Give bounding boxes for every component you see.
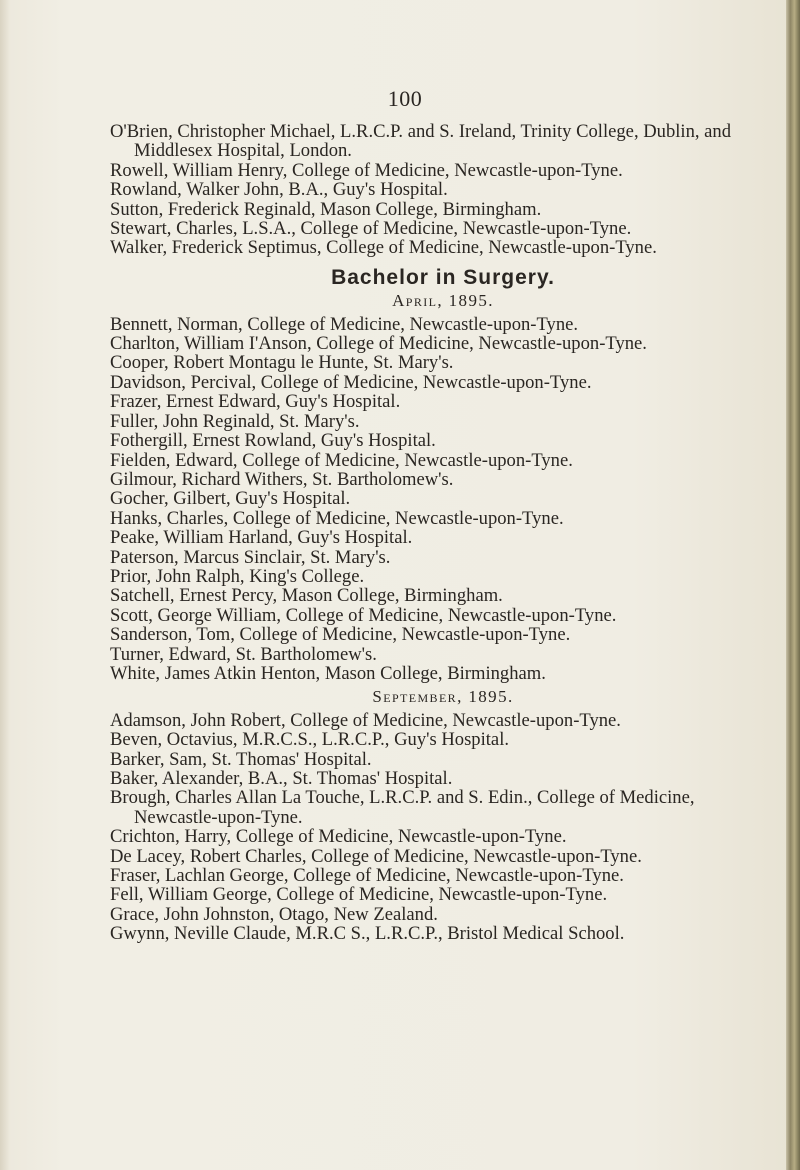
list-entry: Bennett, Norman, College of Medicine, Newcastle-upon-Tyne. — [110, 313, 579, 335]
list-entry: Frazer, Ernest Edward, Guy's Hospital. — [110, 391, 401, 413]
list-entry: O'Brien, Christopher Michael, L.R.C.P. and S. Ireland, Trinity College, Dublin, and Middlesex Hospital, London. — [110, 121, 732, 162]
list-entry: Paterson, Marcus Sinclair, St. Mary's. — [110, 546, 391, 568]
list-entry: Brough, Charles Allan La Touche, L.R.C.P. and S. Edin., College of Medicine, Newcastle-upon-Tyne. — [110, 787, 695, 828]
list-entry: Fell, William George, College of Medicine, Newcastle-upon-Tyne. — [110, 884, 608, 906]
list-entry: Peake, William Harland, Guy's Hospital. — [110, 527, 413, 549]
list-entry: Barker, Sam, St. Thomas' Hospital. — [110, 748, 372, 770]
list-entry: Rowell, William Henry, College of Medicine, Newcastle-upon-Tyne. — [110, 159, 623, 181]
entry-list-september — [110, 711, 750, 944]
list-entry: Gwynn, Neville Claude, M.R.C S., L.R.C.P., Bristol Medical School. — [110, 923, 625, 945]
page-gutter-shadow — [0, 0, 10, 1170]
list-entry: Fielden, Edward, College of Medicine, Newcastle-upon-Tyne. — [110, 449, 573, 471]
list-entry: Stewart, Charles, L.S.A., College of Medicine, Newcastle-upon-Tyne. — [110, 218, 632, 240]
list-entry: Gocher, Gilbert, Guy's Hospital. — [110, 488, 351, 510]
list-entry: Beven, Octavius, M.R.C.S., L.R.C.P., Guy's Hospital. — [110, 729, 510, 751]
september-heading: September, 1895. — [372, 687, 514, 707]
section-heading: Bachelor in Surgery. — [331, 265, 555, 289]
list-entry: Gilmour, Richard Withers, St. Bartholomew's. — [110, 468, 454, 490]
list-entry: Scott, George William, College of Medicine, Newcastle-upon-Tyne. — [110, 604, 617, 626]
list-entry: Grace, John Johnston, Otago, New Zealand. — [110, 903, 438, 925]
list-entry: De Lacey, Robert Charles, College of Medicine, Newcastle-upon-Tyne. — [110, 845, 642, 867]
book-spine-edge — [786, 0, 800, 1170]
page-content — [110, 122, 750, 944]
list-entry: Cooper, Robert Montagu le Hunte, St. Mary's. — [110, 352, 454, 374]
list-entry: White, James Atkin Henton, Mason College, Birmingham. — [110, 662, 546, 684]
entry-list-top — [110, 122, 750, 258]
list-entry: Sutton, Frederick Reginald, Mason College, Birmingham. — [110, 198, 542, 220]
list-entry: Fuller, John Reginald, St. Mary's. — [110, 410, 360, 432]
list-entry: Fraser, Lachlan George, College of Medicine, Newcastle-upon-Tyne. — [110, 865, 624, 887]
list-entry: Walker, Frederick Septimus, College of Medicine, Newcastle-upon-Tyne. — [110, 237, 657, 259]
list-entry: Crichton, Harry, College of Medicine, Newcastle-upon-Tyne. — [110, 826, 567, 848]
page-number: 100 — [387, 86, 423, 111]
list-entry: Adamson, John Robert, College of Medicine, Newcastle-upon-Tyne. — [110, 709, 621, 731]
list-entry: Davidson, Percival, College of Medicine, Newcastle-upon-Tyne. — [110, 371, 592, 393]
list-entry: Charlton, William I'Anson, College of Medicine, Newcastle-upon-Tyne. — [110, 333, 647, 355]
list-entry: Baker, Alexander, B.A., St. Thomas' Hospital. — [110, 768, 453, 789]
list-entry: Turner, Edward, St. Bartholomew's. — [110, 643, 377, 665]
list-entry: Prior, John Ralph, King's College. — [110, 565, 365, 587]
list-entry: Fothergill, Ernest Rowland, Guy's Hospital. — [110, 430, 436, 452]
entry-list-april — [110, 315, 750, 684]
list-entry: Hanks, Charles, College of Medicine, Newcastle-upon-Tyne. — [110, 507, 564, 529]
list-entry: Rowland, Walker John, B.A., Guy's Hospital. — [110, 179, 448, 201]
list-entry: Sanderson, Tom, College of Medicine, Newcastle-upon-Tyne. — [110, 624, 571, 646]
april-heading: April, 1895. — [392, 291, 494, 311]
list-entry: Satchell, Ernest Percy, Mason College, Birmingham. — [110, 585, 503, 607]
